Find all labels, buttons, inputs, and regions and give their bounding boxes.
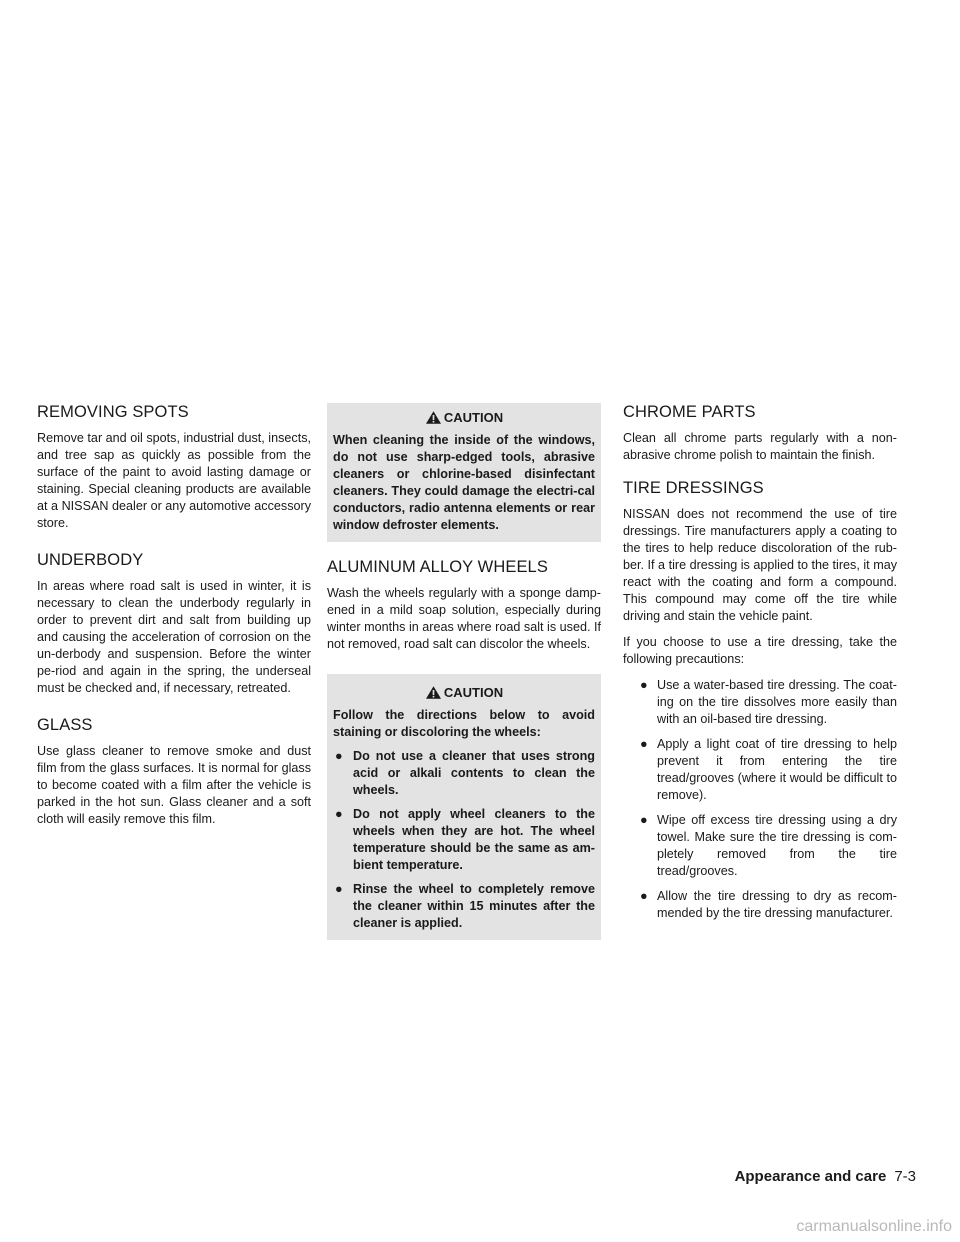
footer-section-title: Appearance and care (734, 1168, 887, 1185)
caution-box-windows (327, 403, 601, 542)
caution-header (333, 409, 595, 426)
list-item: ● Rinse the wheel to completely remove the cleaner within 15 minutes after the cleaner is applied. (335, 882, 595, 930)
bullet-icon: ● (640, 889, 648, 903)
list-item: ● Do not apply wheel cleaners to the wheels when they are hot. The wheel temperature should be the same as am-bient temperature. (335, 807, 595, 872)
caution-title: CAUTION (443, 685, 504, 700)
list-item: ● Use a water-based tire dressing. The coat-ing on the tire dissolves more easily than with an oil-based tire dressing. (640, 678, 897, 726)
page-number: 7-3 (894, 1168, 916, 1185)
caution-title: CAUTION (443, 410, 504, 425)
warning-triangle-icon (425, 685, 442, 700)
heading-underbody: UNDERBODY (37, 551, 144, 569)
paragraph-chrome-parts: Clean all chrome parts regularly with a non-abrasive chrome polish to maintain the finish. (623, 431, 897, 462)
watermark: carmanualsonline.info (796, 1218, 952, 1235)
tire-precautions-list (623, 677, 897, 922)
paragraph-alloy-wheels: Wash the wheels regularly with a sponge damp-ened in a mild soap solution, especially during winter months in areas where road salt is used. If not removed, road salt can discolor the wheels. (327, 586, 601, 651)
bullet-icon: ● (640, 813, 648, 827)
bullet-icon: ● (640, 678, 648, 692)
caution-header (333, 684, 595, 701)
list-item: ● Apply a light coat of tire dressing to help prevent it from entering the tire tread/grooves (where it would be difficult to remove). (640, 737, 897, 802)
caution-text-windows: When cleaning the inside of the windows, do not use sharp-edged tools, abrasive cleaners or chlorine-based disinfectant cleaners. They could damage the electri-cal conductors, radio antenna elements or rear window defroster elements. (333, 433, 595, 532)
list-item: ● Allow the tire dressing to dry as recom-mended by the tire dressing manufacturer. (640, 889, 897, 920)
bullet-icon: ● (335, 807, 343, 821)
list-item: ● Wipe off excess tire dressing using a dry towel. Make sure the tire dressing is com-pletely removed from the tire tread/grooves. (640, 813, 897, 878)
heading-aluminum-alloy-wheels: ALUMINUM ALLOY WHEELS (327, 558, 548, 576)
caution-intro-wheels: Follow the directions below to avoid staining or discoloring the wheels: (333, 708, 595, 739)
warning-triangle-icon (425, 410, 442, 425)
paragraph-glass: Use glass cleaner to remove smoke and dust film from the glass surfaces. It is normal for glass to become coated with a film after the vehicle is parked in the hot sun. Glass cleaner and a soft cloth will easily remove this film. (37, 744, 311, 826)
paragraph-tire-precautions: If you choose to use a tire dressing, take the following precautions: (623, 635, 897, 666)
heading-removing-spots: REMOVING SPOTS (37, 403, 189, 421)
heading-tire-dressings: TIRE DRESSINGS (623, 479, 764, 497)
caution-list-wheels (333, 748, 595, 932)
list-item: ● Do not use a cleaner that uses strong acid or alkali contents to clean the wheels. (335, 749, 595, 797)
paragraph-underbody: In areas where road salt is used in winter, it is necessary to clean the underbody regularly in order to prevent dirt and salt from building up and causing the acceleration of corrosion on the un-derbody and suspension. Before the winter pe-riod and again in the spring, the underseal must be checked and, if necessary, retreated. (37, 579, 311, 695)
bullet-icon: ● (640, 737, 648, 751)
column-right (623, 403, 897, 922)
bullet-icon: ● (335, 749, 343, 763)
paragraph-tire-dressings: NISSAN does not recommend the use of tire dressings. Tire manufacturers apply a coating to the tires to help reduce discoloration of the rub-ber. If a tire dressing is applied to the tires, it may react with the coating and form a compound. This compound may come off the tire while driving and stain the vehicle paint. (623, 507, 897, 623)
column-left (37, 403, 311, 837)
bullet-icon: ● (335, 882, 343, 896)
caution-box-wheels (327, 674, 601, 940)
page-footer (735, 1168, 916, 1185)
paragraph-removing-spots: Remove tar and oil spots, industrial dust, insects, and tree sap as quickly as possible from the surface of the paint to avoid lasting damage or staining. Special cleaning products are available at a NISSAN dealer or any automotive accessory store. (37, 431, 311, 530)
column-middle (327, 403, 601, 940)
heading-glass: GLASS (37, 716, 93, 734)
heading-chrome-parts: CHROME PARTS (623, 403, 756, 421)
